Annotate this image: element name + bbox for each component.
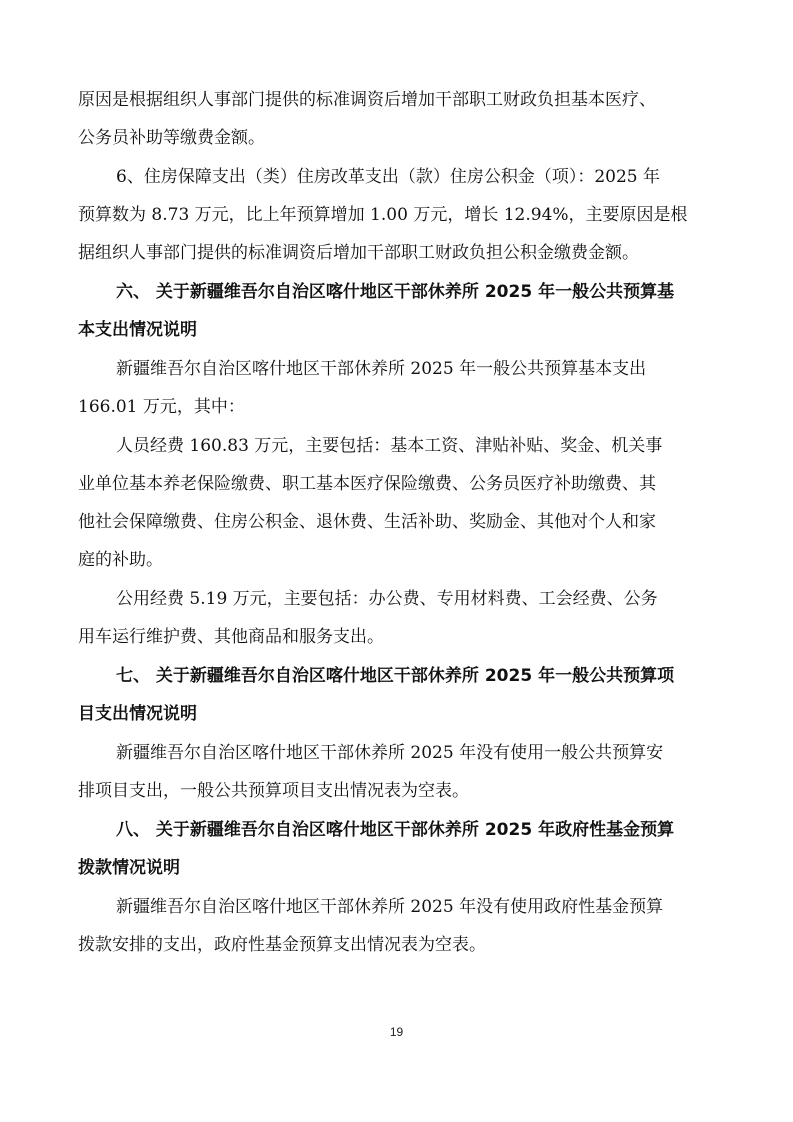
section-heading: 八、 关于新疆维吾尔自治区喀什地区干部休养所 2025 年政府性基金预算 (116, 820, 675, 840)
paragraph-line: 据组织人事部门提供的标准调资后增加干部职工财政负担公积金缴费金额。 (78, 243, 639, 263)
paragraph-line: 拨款安排的支出，政府性基金预算支出情况表为空表。 (78, 935, 486, 955)
paragraph-line: 用车运行维护费、其他商品和服务支出。 (78, 627, 384, 647)
paragraph-line: 166.01 万元，其中： (78, 397, 245, 417)
paragraph-line: 排项目支出，一般公共预算项目支出情况表为空表。 (78, 781, 469, 801)
paragraph-line: 人员经费 160.83 万元，主要包括：基本工资、津贴补贴、奖金、机关事 (116, 436, 663, 456)
paragraph-line: 公务员补助等缴费金额。 (78, 128, 265, 148)
paragraph-line: 新疆维吾尔自治区喀什地区干部休养所 2025 年没有使用政府性基金预算 (116, 897, 664, 917)
paragraph-line: 预算数为 8.73 万元，比上年预算增加 1.00 万元，增长 12.94%，主要原因是根 (78, 205, 688, 225)
paragraph-line: 公用经费 5.19 万元，主要包括：办公费、专用材料费、工会经费、公务 (116, 589, 658, 609)
section-heading: 本支出情况说明 (78, 320, 197, 340)
paragraph-line: 他社会保障缴费、住房公积金、退休费、生活补助、奖励金、其他对个人和家 (78, 512, 656, 532)
paragraph-line: 业单位基本养老保险缴费、职工基本医疗保险缴费、公务员医疗补助缴费、其 (78, 474, 656, 494)
page-number: 19 (389, 1025, 404, 1039)
paragraph-line: 庭的补助。 (78, 550, 163, 570)
section-heading: 七、 关于新疆维吾尔自治区喀什地区干部休养所 2025 年一般公共预算项 (116, 666, 675, 686)
section-heading: 六、 关于新疆维吾尔自治区喀什地区干部休养所 2025 年一般公共预算基 (116, 282, 675, 302)
paragraph-line: 6、住房保障支出（类）住房改革支出（款）住房公积金（项）：2025 年 (116, 167, 660, 187)
paragraph-line: 原因是根据组织人事部门提供的标准调资后增加干部职工财政负担基本医疗、 (78, 90, 656, 110)
paragraph-line: 新疆维吾尔自治区喀什地区干部休养所 2025 年一般公共预算基本支出 (116, 359, 647, 379)
section-heading: 目支出情况说明 (78, 704, 197, 724)
paragraph-line: 新疆维吾尔自治区喀什地区干部休养所 2025 年没有使用一般公共预算安 (116, 743, 664, 763)
section-heading: 拨款情况说明 (78, 858, 180, 878)
